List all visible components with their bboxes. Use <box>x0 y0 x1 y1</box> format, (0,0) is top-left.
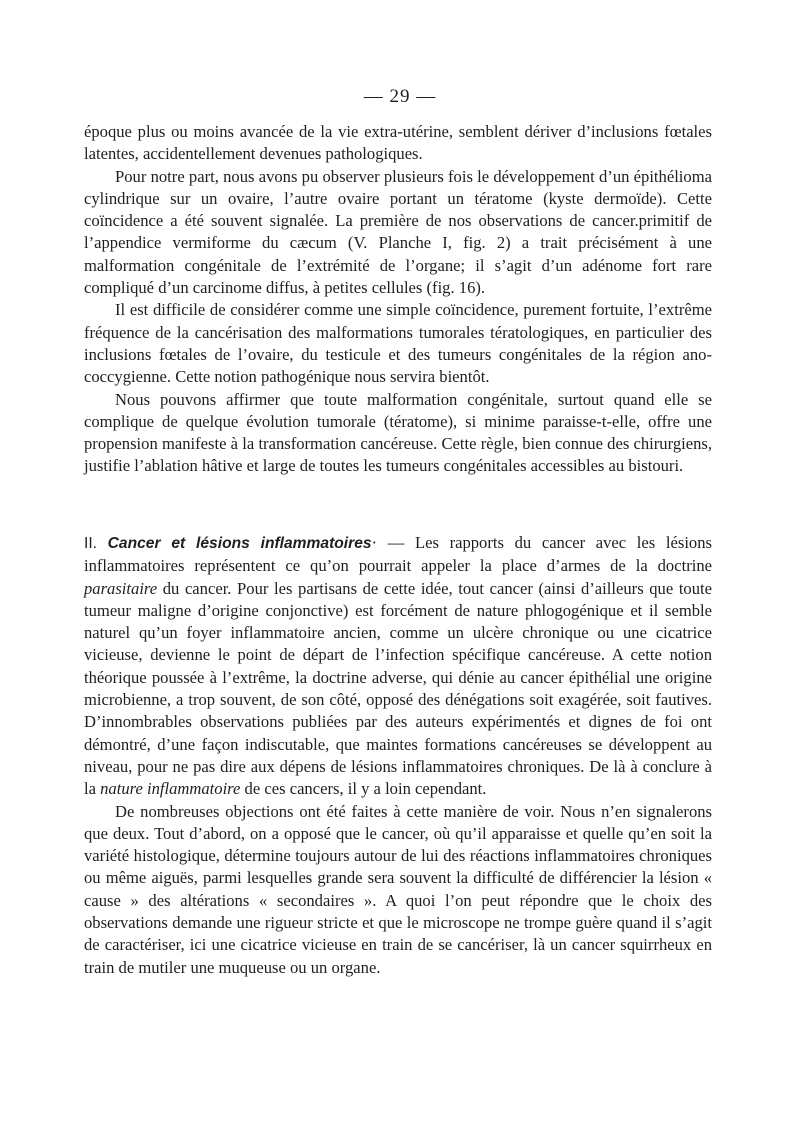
section-title: Cancer et lésions inflammatoires <box>107 535 372 552</box>
emphasis-nature-inflammatoire: nature inflammatoire <box>100 779 241 799</box>
page-number: — 29 — <box>363 86 437 107</box>
emphasis-parasitaire: parasitaire <box>84 578 158 598</box>
text-block-1 <box>84 121 712 478</box>
text-block-2 <box>84 532 712 979</box>
paragraph-last: De nombreuses objections ont été faites à cette manière de voir. Nous n’en signalerons que deux. Tout d’abord, on a opposé que le cancer, où qu’il apparaisse et quelle qu’en soit la variété histologique, détermine toujours autour de lui des réactions inflammatoires chroniques ou même aiguës, parmi lesquelles grande sera souvent la difficulté de différencier la lésion « cause » des altérations « secondaires ». A quoi l’on peut répondre que le choix des observations demande une rigueur stricte et que le microscope ne trompe guère quand il s’agit de caractériser, ici une cicatrice vicieuse en train de se cancériser, là un cancer squirrheux en train de mutiler une muqueuse ou un organe. <box>84 801 712 977</box>
section-number: II. <box>84 535 97 552</box>
paragraph-4: Nous pouvons affirmer que toute malformation congénitale, surtout quand elle se complique de quelque évolution tumorale (tératome), si minime paraisse-t-elle, offre une propension manifeste à la transformation cancéreuse. Cette règle, bien connue des chirurgiens, justifie l’ablation hâtive et large de toutes les tumeurs congénitales accessibles au bistouri. <box>84 389 712 476</box>
section-text-2: du cancer. Pour les partisans de cette idée, tout cancer (ainsi d’ailleurs que toute tumeur maligne d’origine conjonctive) est forcément de nature phlogogénique et il semble naturel qu’un foyer inflammatoire ancien, comme un ulcère chronique ou une cicatrice vicieuse, devienne le point de départ de l’infection spécifique cancéreuse. A cette notion théorique poussée à l’extrême, la doctrine adverse, qui dénie au cancer épithélial une origine microbienne, a trop souvent, de son côté, opposé des dénégations soit exagérée, soit fautives. D’innombrables observations publiées par des auteurs expérimentés et dignes de foi ont démontré, d’une façon indiscutable, que maintes formations cancéreuses se développent au niveau, pour ne pas dire aux dépens de lésions inflammatoires chroniques. De là à conclure à la <box>84 578 712 799</box>
paragraph-1: époque plus ou moins avancée de la vie extra-utérine, semblent dériver d’inclusions fœtales latentes, accidentellement devenues pathologiques. <box>84 122 712 164</box>
section-2-paragraph <box>84 532 712 801</box>
paragraph-3: Il est difficile de considérer comme une simple coïncidence, purement fortuite, l’extrême fréquence de la cancérisation des malformations tumorales tératologiques, en particulier des inclusions fœtales de l’ovaire, du testicule et des tumeurs congénitales de la région ano-coccygienne. Cette notion pathogénique nous servira bientôt. <box>84 300 712 387</box>
paragraph-2: Pour notre part, nous avons pu observer plusieurs fois le développement d’un épithélioma cylindrique sur un ovaire, l’autre ovaire portant un tératome (kyste dermoïde). Cette coïncidence a été souvent signalée. La première de nos observations de cancer.primitif de l’appendice vermiforme du cæcum (V. Planche I, fig. 2) a trait précisément à une malformation congénitale de l’extrémité de l’organe; il s’agit d’un adénome fort rare compliqué d’un carcinome diffus, à petites cellules (fig. 16). <box>84 166 712 298</box>
section-text-1: · — Les rapports du cancer avec les lésions inflammatoires représentent ce qu’on pourrait appeler la place d’armes de la doctrine <box>84 533 712 576</box>
section-text-3: de ces cancers, il y a loin cependant. <box>240 779 487 799</box>
